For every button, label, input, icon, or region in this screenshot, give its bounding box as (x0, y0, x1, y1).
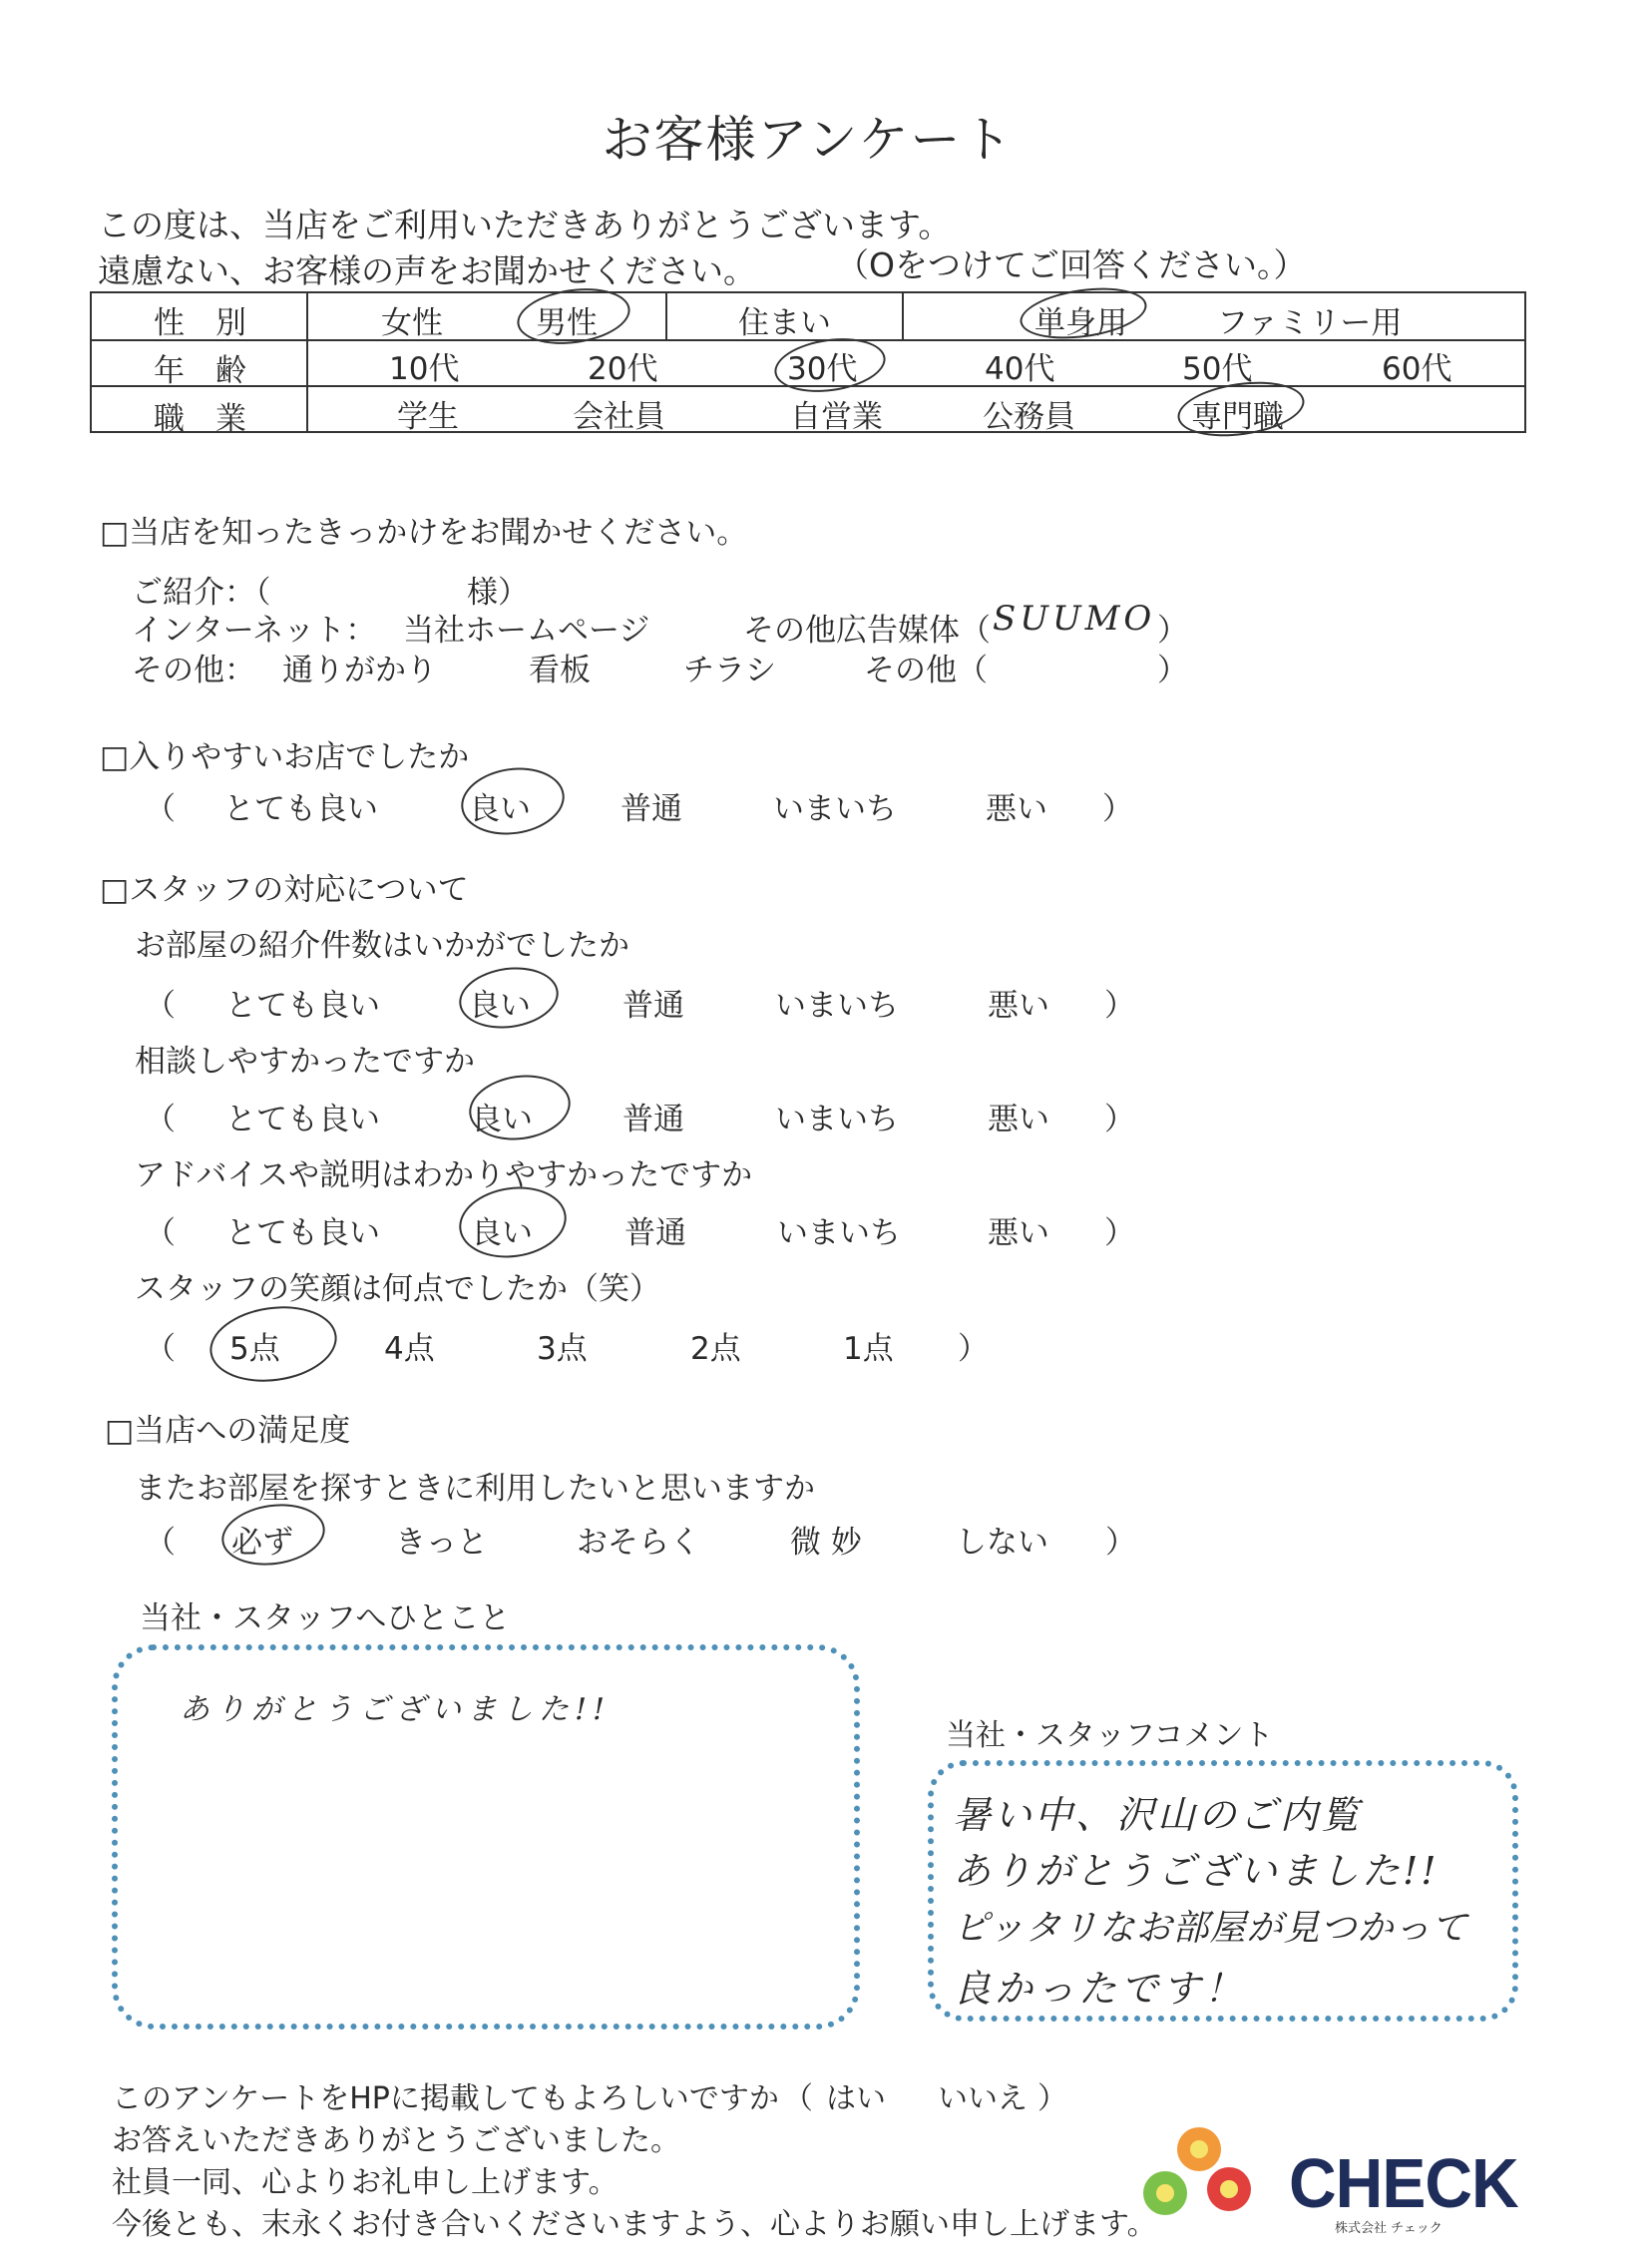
staff-q2-text: 相談しやすかったですか (135, 1044, 475, 1080)
staff-q4-opt-4[interactable]: 4点 (384, 1331, 435, 1367)
satisfaction-opt-no[interactable]: しない (956, 1525, 1048, 1561)
staff-q1-text: お部屋の紹介件数はいかがでしたか (135, 928, 629, 964)
flower-orange-icon (1177, 2127, 1221, 2171)
staff-q1-opt-good[interactable]: 良い (469, 988, 531, 1024)
logo-subtitle: 株式会社 チェック (1335, 2221, 1443, 2236)
intro-line-2: 遠慮ない、お客様の声をお聞かせください。 (98, 251, 756, 290)
staff-q2-opt-bad[interactable]: 悪い (988, 1102, 1049, 1137)
staff-q3-opt-good[interactable]: 良い (471, 1215, 533, 1251)
staff-q1-opt-normal[interactable]: 普通 (622, 988, 684, 1024)
q-enter-open-paren: （ (145, 791, 176, 827)
referral-intro-suffix: 様） (467, 575, 529, 611)
logo-name: CHECK (1289, 2144, 1518, 2222)
staff-q1-opt-very-good[interactable]: とても良い (225, 988, 380, 1024)
q-enter-opt-meh[interactable]: いまいち (773, 791, 897, 827)
q-enter-opt-good[interactable]: 良い (469, 791, 531, 827)
gender-male[interactable]: 男性 (536, 305, 598, 341)
staff-heading: □スタッフの対応について (100, 872, 469, 908)
age-label: 年 齢 (154, 353, 246, 389)
referral-other-media[interactable]: その他広告媒体（ (743, 613, 991, 649)
staff-q3-opt-meh[interactable]: いまいち (777, 1215, 901, 1251)
thanks-line-1: お答えいただきありがとうございました。 (112, 2123, 680, 2158)
thanks-line-3: 今後とも、末永くお付き合いくださいますよう、心よりお願い申し上げます。 (112, 2207, 1157, 2242)
q-enter-opt-normal[interactable]: 普通 (620, 791, 682, 827)
referral-other-close: ） (1157, 653, 1188, 688)
hp-question: このアンケートをHPに掲載してもよろしいですか (112, 2081, 779, 2116)
staff-q4-close-paren: ） (958, 1331, 989, 1367)
staff-q1-open-paren: （ (145, 988, 176, 1024)
referral-media-handwritten: SUUMO (993, 599, 1156, 639)
job-label: 職 業 (154, 401, 246, 437)
referral-homepage[interactable]: 当社ホームページ (403, 613, 650, 649)
hp-yes-option[interactable]: はい (826, 2081, 886, 2116)
staff-q3-open-paren: （ (145, 1215, 176, 1251)
referral-media-close: ） (1157, 613, 1188, 649)
staff-q4-opt-1[interactable]: 1点 (843, 1331, 894, 1367)
staff-q2-opt-meh[interactable]: いまいち (775, 1102, 899, 1137)
staff-q1-opt-bad[interactable]: 悪い (988, 988, 1049, 1024)
staff-q3-text: アドバイスや説明はわかりやすかったですか (135, 1157, 753, 1193)
staff-q4-opt-3[interactable]: 3点 (537, 1331, 588, 1367)
referral-signboard[interactable]: 看板 (529, 653, 591, 688)
satisfaction-opt-probably[interactable]: おそらく (577, 1525, 700, 1561)
q-enter-close-paren: ） (1102, 791, 1133, 827)
customer-comment-handwritten: ありがとうございました!! (180, 1692, 612, 1727)
circle-mark-enter-good (457, 761, 569, 841)
staff-q4-opt-5[interactable]: 5点 (229, 1331, 280, 1367)
staff-q3-opt-normal[interactable]: 普通 (624, 1215, 686, 1251)
flower-red-icon (1207, 2167, 1251, 2211)
job-public-servant[interactable]: 公務員 (983, 399, 1075, 435)
staff-q2-opt-very-good[interactable]: とても良い (225, 1102, 380, 1137)
staff-comment-line-4: 良かったです！ (953, 1967, 1247, 2011)
referral-walk-by[interactable]: 通りがかり (282, 653, 437, 688)
referral-other-label: その他： (132, 653, 255, 688)
satisfaction-question: またお部屋を探すときに利用したいと思いますか (135, 1471, 815, 1507)
housing-single[interactable]: 単身用 (1034, 305, 1127, 341)
staff-q4-text: スタッフの笑顔は何点でしたか（笑） (135, 1271, 660, 1307)
staff-comment-line-3: ピッタリなお部屋が見つかって (953, 1908, 1468, 1949)
satisfaction-opt-unsure[interactable]: 微 妙 (790, 1525, 862, 1561)
circle-mark-staff-q4 (205, 1298, 341, 1389)
age-50s[interactable]: 50代 (1182, 351, 1253, 387)
age-40s[interactable]: 40代 (985, 351, 1055, 387)
q-enter-heading: □入りやすいお店でしたか (100, 739, 470, 775)
staff-comment-line-1: 暑い中、沢山のご内覧 (953, 1793, 1363, 1837)
age-10s[interactable]: 10代 (389, 351, 460, 387)
age-30s[interactable]: 30代 (787, 351, 858, 387)
staff-q1-close-paren: ） (1104, 988, 1135, 1024)
job-employee[interactable]: 会社員 (573, 399, 665, 435)
flower-green-icon (1143, 2171, 1187, 2215)
staff-q1-opt-meh[interactable]: いまいち (775, 988, 899, 1024)
age-20s[interactable]: 20代 (588, 351, 658, 387)
satisfaction-opt-surely[interactable]: きっと (395, 1525, 488, 1561)
survey-title: お客様アンケート (602, 111, 1015, 169)
staff-box-label: 当社・スタッフコメント (946, 1718, 1274, 1753)
intro-line-1: この度は、当店をご利用いただきありがとうございます。 (98, 206, 952, 244)
hp-open-paren: （ (783, 2081, 813, 2116)
satisfaction-open-paren: （ (145, 1525, 176, 1561)
q-enter-opt-very-good[interactable]: とても良い (223, 791, 378, 827)
job-specialist[interactable]: 専門職 (1191, 399, 1284, 435)
gender-female[interactable]: 女性 (381, 305, 443, 341)
staff-q3-close-paren: ） (1104, 1215, 1135, 1251)
q-enter-opt-bad[interactable]: 悪い (986, 791, 1047, 827)
staff-q4-open-paren: （ (145, 1331, 176, 1367)
referral-other-open[interactable]: その他（ (864, 653, 988, 688)
staff-comment-line-2: ありがとうございました!! (953, 1849, 1440, 1893)
thanks-line-2: 社員一同、心よりお礼申し上げます。 (112, 2165, 618, 2200)
staff-q2-opt-good[interactable]: 良い (471, 1102, 533, 1137)
age-60s[interactable]: 60代 (1382, 351, 1452, 387)
satisfaction-heading: □当店への満足度 (105, 1413, 351, 1449)
referral-heading: □当店を知ったきっかけをお聞かせください。 (100, 515, 748, 551)
hp-close-paren: ） (1037, 2081, 1067, 2116)
intro-note: （Oをつけてご回答ください。） (836, 245, 1307, 284)
gender-label: 性 別 (154, 305, 246, 341)
staff-q3-opt-bad[interactable]: 悪い (988, 1215, 1049, 1251)
staff-q2-close-paren: ） (1104, 1102, 1135, 1137)
referral-intro-label: ご紹介：（ (132, 575, 271, 611)
staff-q2-open-paren: （ (145, 1102, 176, 1137)
staff-q4-opt-2[interactable]: 2点 (690, 1331, 741, 1367)
staff-q2-opt-normal[interactable]: 普通 (622, 1102, 684, 1137)
staff-q3-opt-very-good[interactable]: とても良い (225, 1215, 380, 1251)
job-student[interactable]: 学生 (397, 399, 459, 435)
housing-family[interactable]: ファミリー用 (1217, 305, 1403, 341)
satisfaction-opt-definitely[interactable]: 必ず (231, 1525, 293, 1561)
satisfaction-close-paren: ） (1105, 1525, 1136, 1561)
hp-no-option[interactable]: いいえ (938, 2081, 1028, 2116)
referral-internet-label: インターネット： (132, 613, 377, 649)
customer-box-label: 当社・スタッフへひとこと (140, 1600, 511, 1636)
referral-flyer[interactable]: チラシ (683, 653, 776, 688)
housing-label: 住まい (738, 305, 831, 341)
job-self-employed[interactable]: 自営業 (790, 399, 883, 435)
